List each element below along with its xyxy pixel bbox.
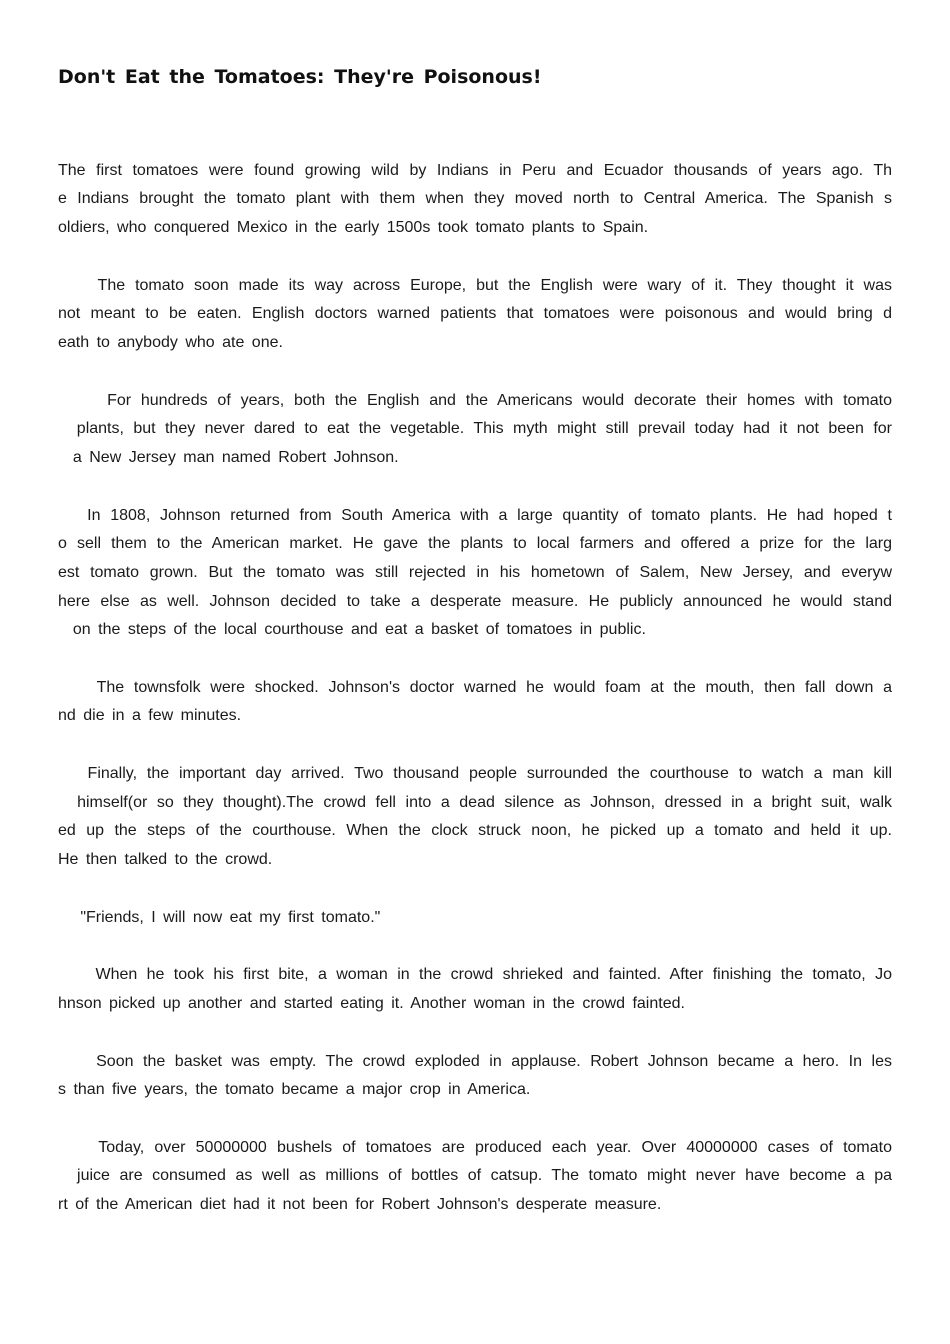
text-line: ed up the steps of the courthouse. When the clock struck noon, he picked up a tomato and held it up. [58,822,892,839]
text-line: The first tomatoes were found growing wild by Indians in Peru and Ecuador thousands of years ago. Th [58,162,892,179]
text-line: nd die in a few minutes. [58,707,242,724]
text-line: s than five years, the tomato became a major crop in America. [58,1081,531,1098]
text-line: In 1808, Johnson returned from South America with a large quantity of tomato plants. He had hoped t [58,507,892,524]
text-line: Finally, the important day arrived. Two thousand people surrounded the courthouse to watch a man kill [58,765,892,782]
text-line: a New Jersey man named Robert Johnson. [58,449,399,466]
text-line: on the steps of the local courthouse and eat a basket of tomatoes in public. [58,621,646,638]
text-line: He then talked to the crowd. [58,851,273,868]
text-line: o sell them to the American market. He gave the plants to local farmers and offered a prize for the larg [58,535,892,552]
text-line: est tomato grown. But the tomato was still rejected in his hometown of Salem, New Jersey, and everyw [58,564,892,581]
text-line: Today, over 50000000 bushels of tomatoes are produced each year. Over 40000000 cases of tomato [58,1139,892,1156]
page-title: Don't Eat the Tomatoes: They're Poisonous! [58,66,542,88]
text-line: "Friends, I will now eat my first tomato." [58,909,381,926]
text-line: not meant to be eaten. English doctors warned patients that tomatoes were poisonous and would bring d [58,305,892,322]
text-line: eath to anybody who ate one. [58,334,283,351]
text-line: here else as well. Johnson decided to take a desperate measure. He publicly announced he would stand [58,593,892,610]
text-line: juice are consumed as well as millions of bottles of catsup. The tomato might never have become a pa [58,1167,892,1184]
text-line: When he took his first bite, a woman in the crowd shrieked and fainted. After finishing the tomato, Jo [58,966,892,983]
text-line: oldiers, who conquered Mexico in the early 1500s took tomato plants to Spain. [58,219,649,236]
text-line: For hundreds of years, both the English and the Americans would decorate their homes with tomato [58,392,892,409]
text-line: The tomato soon made its way across Europe, but the English were wary of it. They thought it was [58,277,892,294]
text-line: Soon the basket was empty. The crowd exploded in applause. Robert Johnson became a hero. In les [58,1053,892,1070]
text-line: hnson picked up another and started eating it. Another woman in the crowd fainted. [58,995,685,1012]
text-line: e Indians brought the tomato plant with them when they moved north to Central America. The Spanish s [58,190,892,207]
text-line: rt of the American diet had it not been for Robert Johnson's desperate measure. [58,1196,662,1213]
text-line: himself(or so they thought).The crowd fell into a dead silence as Johnson, dressed in a bright suit, walk [58,794,892,811]
text-line: The townsfolk were shocked. Johnson's doctor warned he would foam at the mouth, then fall down a [58,679,892,696]
text-line: plants, but they never dared to eat the vegetable. This myth might still prevail today had it not been for [58,420,892,437]
